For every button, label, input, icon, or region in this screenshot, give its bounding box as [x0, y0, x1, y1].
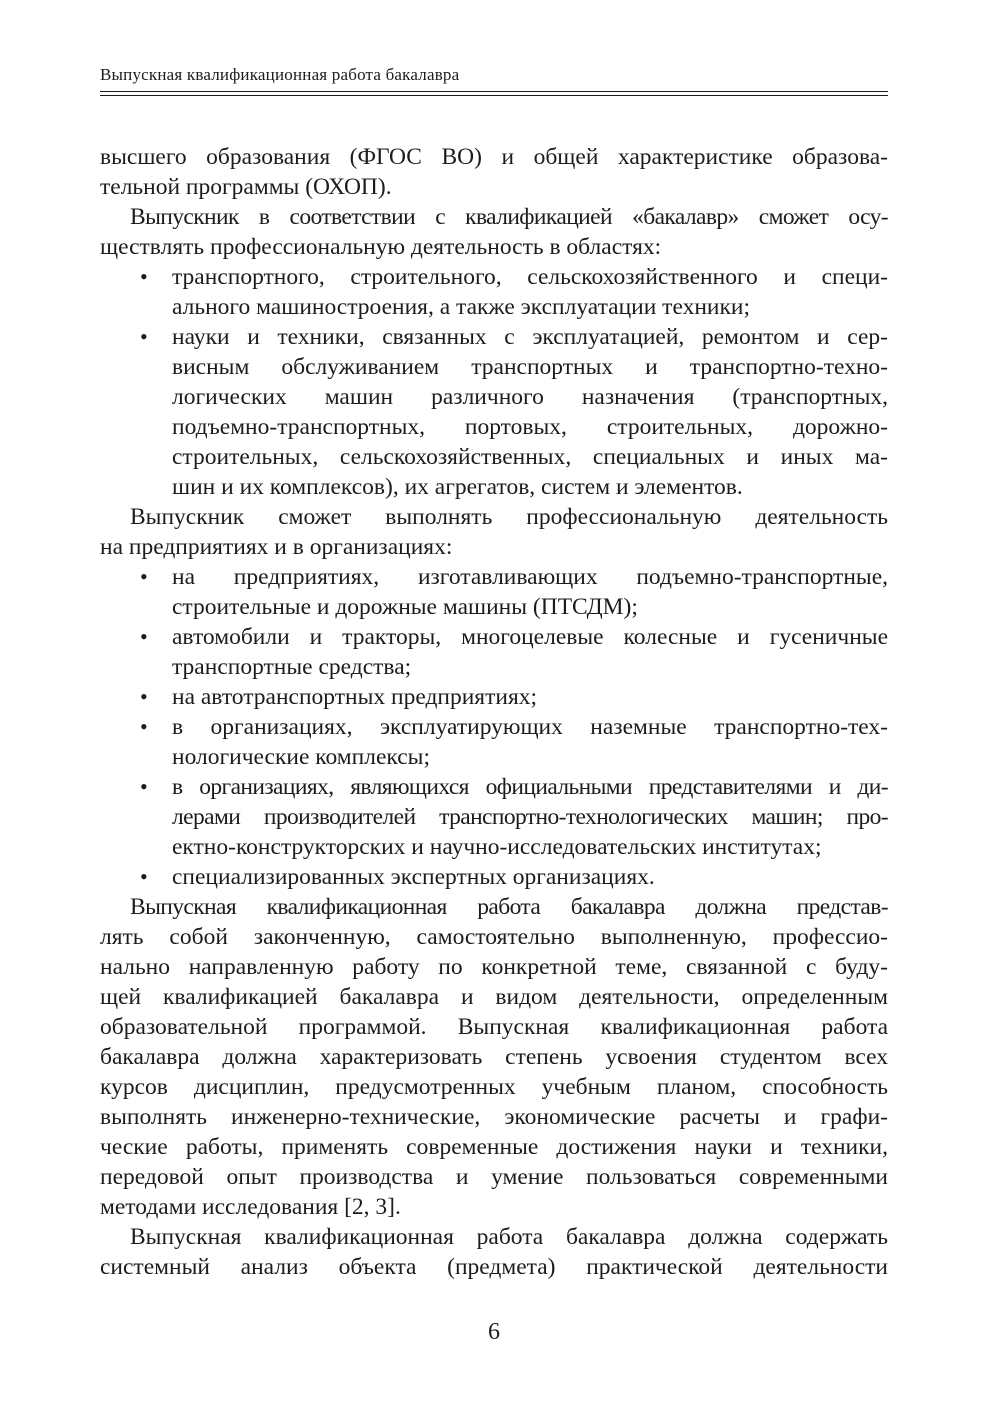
bullet-item	[100, 262, 888, 322]
text-line: шин и их комплексов), их агрегатов, систем и элементов.	[172, 474, 743, 500]
text-line: нологические комплексы;	[172, 744, 430, 770]
bullet-text	[172, 862, 888, 892]
text-line: ального машиностроения, а также эксплуатации техники;	[172, 294, 750, 320]
bullet-icon: •	[140, 324, 148, 349]
text-line: специализированных экспертных организациях.	[172, 864, 655, 890]
text-line: нально направленную работу по конкретной теме, связанной с буду-	[100, 954, 888, 980]
text-line: логических машин различного назначения (транспортных,	[172, 384, 888, 410]
bullet-text	[172, 682, 888, 712]
bullet-text	[172, 712, 888, 772]
text-line: ществлять профессиональную деятельность в областях:	[100, 234, 662, 260]
bullet-item	[100, 562, 888, 622]
bullet-text	[172, 262, 888, 322]
paragraph	[100, 202, 888, 262]
text-line: методами исследования [2, 3].	[100, 1194, 401, 1220]
paragraph	[100, 1222, 888, 1282]
text-line: Выпускник в соответствии с квалификацией «бакалавр» сможет осу-	[130, 204, 888, 230]
bullet-icon: •	[140, 264, 148, 289]
bullet-icon: •	[140, 864, 148, 889]
page-body	[100, 142, 888, 1282]
text-line: транспортные средства;	[172, 654, 412, 680]
paragraph	[100, 142, 888, 202]
bullet-text	[172, 622, 888, 682]
text-line: тельной программы (ОХОП).	[100, 174, 392, 200]
text-line: на автотранспортных предприятиях;	[172, 684, 538, 710]
bullet-icon: •	[140, 714, 148, 739]
text-line: Выпускная квалификационная работа бакалавра должна содержать	[130, 1224, 888, 1250]
bullet-text	[172, 322, 888, 502]
bullet-item	[100, 682, 888, 712]
text-line: на предприятиях и в организациях:	[100, 534, 453, 560]
bullet-icon: •	[140, 684, 148, 709]
text-line: образовательной программой. Выпускная квалификационная работа	[100, 1014, 888, 1040]
page-number: 6	[488, 1319, 500, 1345]
text-line: курсов дисциплин, предусмотренных учебным планом, способность	[100, 1074, 888, 1100]
bullet-icon: •	[140, 774, 148, 799]
text-line: лять собой законченную, самостоятельно выполненную, профессио-	[100, 924, 888, 950]
text-line: строительные и дорожные машины (ПТСДМ);	[172, 594, 638, 620]
text-line: системный анализ объекта (предмета) практической деятельности	[100, 1254, 888, 1280]
text-line: выполнять инженерно-технические, экономические расчеты и графи-	[100, 1104, 888, 1130]
text-line: в организациях, эксплуатирующих наземные транспортно-тех-	[172, 714, 888, 740]
text-line: транспортного, строительного, сельскохозяйственного и специ-	[172, 264, 888, 290]
bullet-item	[100, 862, 888, 892]
text-line: науки и техники, связанных с эксплуатацией, ремонтом и сер-	[172, 324, 888, 350]
text-line: строительных, сельскохозяйственных, специальных и иных ма-	[172, 444, 888, 470]
text-line: высшего образования (ФГОС ВО) и общей характеристике образова-	[100, 144, 888, 170]
text-line: автомобили и тракторы, многоцелевые колесные и гусеничные	[172, 624, 888, 650]
bullet-item	[100, 712, 888, 772]
text-line: ектно-конструкторских и научно-исследовательских институтах;	[172, 834, 822, 860]
bullet-item	[100, 772, 888, 862]
bullet-item	[100, 322, 888, 502]
bullet-icon: •	[140, 564, 148, 589]
bullet-text	[172, 772, 888, 862]
text-line: в организациях, являющихся официальными представителями и ди-	[172, 774, 888, 800]
text-line: Выпускник сможет выполнять профессиональную деятельность	[130, 504, 888, 530]
bullet-icon: •	[140, 624, 148, 649]
text-line: висным обслуживанием транспортных и транспортно-техно-	[172, 354, 888, 380]
text-line: щей квалификацией бакалавра и видом деятельности, определенным	[100, 984, 888, 1010]
text-line: передовой опыт производства и умение пользоваться современными	[100, 1164, 888, 1190]
bullet-item	[100, 622, 888, 682]
text-line: Выпускная квалификационная работа бакалавра должна представ-	[130, 894, 888, 920]
running-header: Выпускная квалификационная работа бакалавра	[100, 65, 460, 84]
text-line: на предприятиях, изготавливающих подъемно-транспортные,	[172, 564, 888, 590]
header-double-rule	[100, 91, 888, 96]
paragraph	[100, 892, 888, 1222]
text-line: лерами производителей транспортно-технологических машин; про-	[172, 804, 888, 830]
text-line: подъемно-транспортных, портовых, строительных, дорожно-	[172, 414, 888, 440]
bullet-text	[172, 562, 888, 622]
text-line: бакалавра должна характеризовать степень усвоения студентом всех	[100, 1044, 888, 1070]
text-line: ческие работы, применять современные достижения науки и техники,	[100, 1134, 888, 1160]
paragraph	[100, 502, 888, 562]
